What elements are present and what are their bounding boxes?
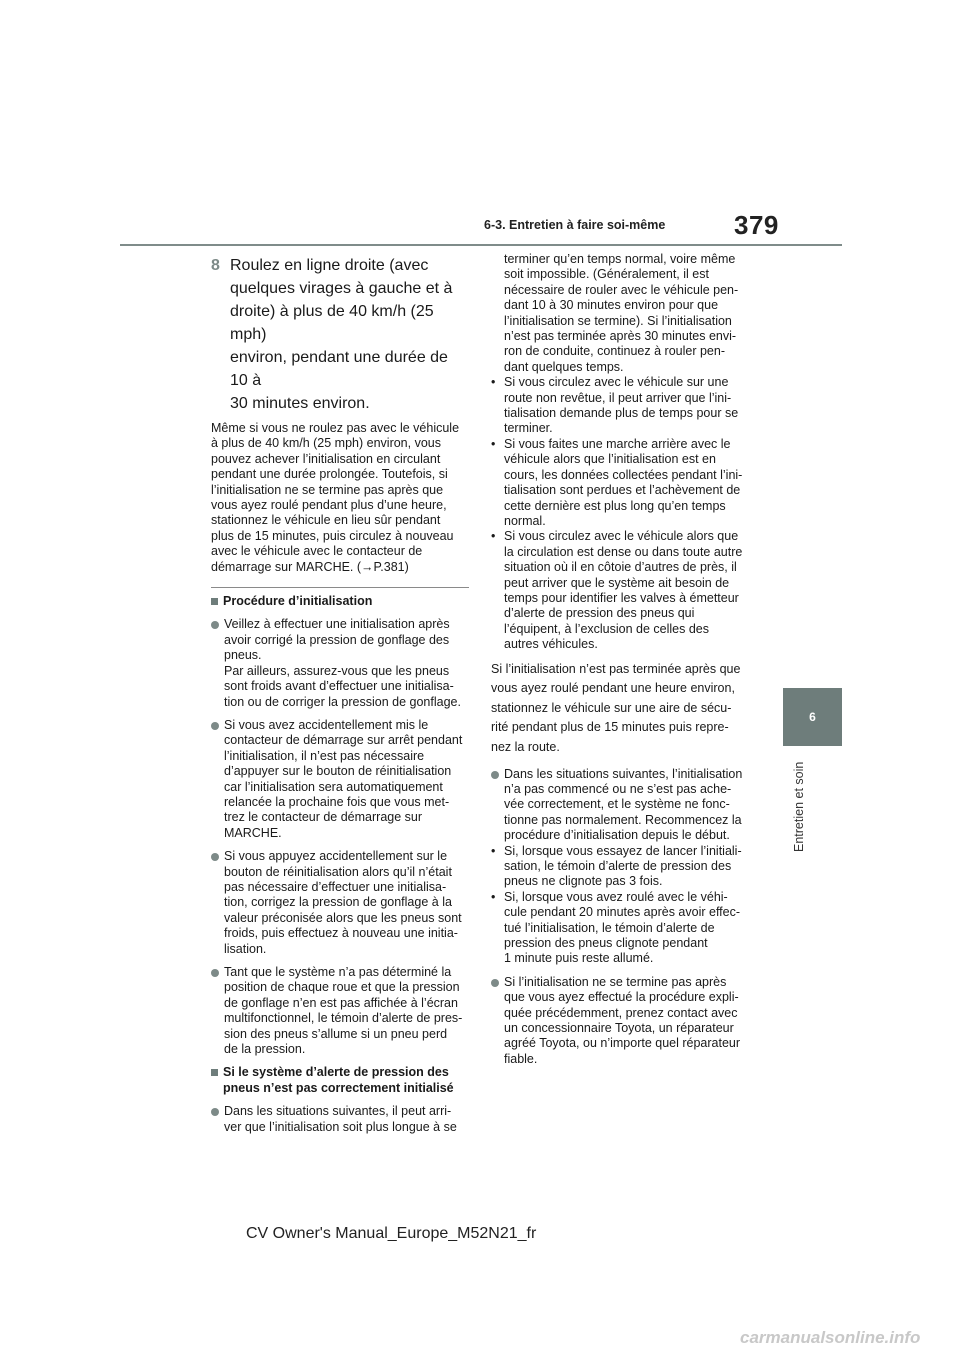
text-line: droite) à plus de 40 km/h (25 mph) [230, 303, 434, 343]
step-8 [211, 254, 469, 415]
bullet-item [211, 718, 469, 841]
text-line: cette dernière est plus long qu’en temps [504, 498, 726, 513]
text-line: l’équipent, à l’exclusion de celles des [504, 621, 709, 636]
text-line: vous ayez roulé pendant plus d’une heure, [211, 498, 447, 513]
chapter-tab[interactable] [783, 688, 842, 746]
text-line: de la pression. [224, 1042, 306, 1057]
text-line: nécessaire de rouler avec le véhicule pen- [504, 282, 739, 297]
sub-bullet-text [504, 437, 753, 529]
dot-marker: • [491, 889, 496, 904]
text-line: lisation. [224, 941, 267, 956]
dot-marker: • [491, 529, 496, 544]
sub-bullet-item [491, 437, 753, 529]
text-line: n’a pas commencé ou ne s’est pas ache- [504, 781, 732, 796]
bullet-item [211, 617, 469, 709]
dot-marker: • [491, 843, 496, 858]
text-line: stationnez le véhicule en lieu sûr pendant [211, 513, 441, 528]
text-line: plus de 15 minutes, puis circulez à nouveau [211, 528, 454, 543]
text-line: avoir corrigé la pression de gonflage des [224, 632, 450, 647]
intro-paragraph [211, 421, 469, 575]
text-line: Si le système d’alerte de pression des [223, 1065, 449, 1080]
text-line: avec le véhicule avec le contacteur de [211, 544, 423, 559]
bullet-text [504, 975, 753, 1067]
section-heading-initialisation [211, 594, 469, 609]
continued-paragraph [491, 252, 753, 375]
circle-bullet-icon [211, 1108, 219, 1116]
text-line: l’initialisation ne se termine pas après que [211, 482, 444, 497]
bullet-text [504, 767, 753, 844]
text-line: Si vous appuyez accidentellement sur le [224, 849, 448, 864]
bullet-item [211, 849, 469, 957]
bullet-item [491, 767, 753, 844]
text-line: un concessionnaire Toyota, un réparateur [504, 1021, 734, 1036]
text-line: pneus. [224, 648, 262, 663]
text-line: à plus de 40 km/h (25 mph) environ, vous [211, 436, 441, 451]
text-line: normal. [504, 513, 546, 528]
sub-bullet-text [504, 375, 753, 437]
header-divider [120, 244, 842, 246]
text-line: contacteur de démarrage sur arrêt pendant [224, 733, 463, 748]
text-line: situation où il en côtoie d’autres de près, il [504, 560, 737, 575]
text-line: cours, les données collectées pendant l’ini- [504, 467, 743, 482]
text-line: 1 minute puis reste allumé. [504, 951, 654, 966]
text-line: pneus ne clignote pas 3 fois. [504, 874, 663, 889]
bullet-item [211, 965, 469, 1057]
text-line: autres véhicules. [504, 637, 598, 652]
text-line: fiable. [504, 1051, 538, 1066]
text-line: tialisation demande plus de temps pour se [504, 406, 739, 421]
circle-bullet-icon [211, 621, 219, 629]
text-line: Même si vous ne roulez pas avec le véhicule [211, 421, 460, 435]
dot-marker: • [491, 436, 496, 451]
text-line: tué l’initialisation, le témoin d’alerte de [504, 920, 715, 935]
text-line: Dans les situations suivantes, il peut arri- [224, 1104, 452, 1119]
sub-bullet-text [504, 529, 753, 652]
text-line: pendant une durée prolongée. Toutefois, si [211, 467, 448, 482]
text-line: vée correctement, et le système ne fonc- [504, 797, 730, 812]
text-line: Si vous faites une marche arrière avec le [504, 436, 731, 451]
heading-text: Procédure d’initialisation [223, 594, 373, 609]
circle-bullet-icon [211, 853, 219, 861]
footer-manual-id: CV Owner's Manual_Europe_M52N21_fr [246, 1225, 537, 1242]
right-column [491, 252, 753, 1075]
bullet-item [211, 1104, 469, 1135]
text-line: vous ayez roulé pendant une heure environ, [491, 681, 735, 696]
text-line: Par ailleurs, assurez-vous que les pneus [224, 663, 450, 678]
dot-marker: • [491, 375, 496, 390]
square-bullet-icon [211, 1069, 218, 1076]
step-number: 8 [211, 257, 220, 274]
text-line: route non revêtue, il peut arriver que l’ini- [504, 390, 732, 405]
text-line: de gonflage n’en est pas affichée à l’écran [224, 995, 458, 1010]
text-line: l’initialisation, il n’est pas nécessaire [224, 748, 425, 763]
text-line: Si, lorsque vous avez roulé avec le véhi- [504, 889, 728, 904]
chapter-number: 6 [809, 710, 816, 724]
text-line: nez la route. [491, 739, 560, 754]
text-line: procédure d’initialisation depuis le début. [504, 828, 730, 843]
text-line: ron de conduite, continuez à rouler pen- [504, 344, 725, 359]
text-line: sont froids avant d’effectuer une initialisa- [224, 679, 454, 694]
section-divider [211, 587, 469, 588]
text-line: agréé Toyota, ou n’importe quel réparateur [504, 1036, 741, 1051]
text-line: pression des pneus clignote pendant [504, 936, 708, 950]
text-line: sion des pneus s’allume si un pneu perd [224, 1026, 448, 1041]
text-line: dant quelques temps. [504, 359, 624, 374]
text-line: pas nécessaire d’effectuer une initialisa- [224, 879, 447, 894]
text-line: froids, puis effectuez à nouveau une initia- [224, 926, 458, 941]
text-line: position de chaque roue et que la pression [224, 980, 460, 995]
text-line: Si, lorsque vous essayez de lancer l’initiali- [504, 843, 742, 858]
text-line: tion, corrigez la pression de gonflage à la [224, 895, 452, 910]
text-line: MARCHE. [224, 825, 282, 840]
left-column [211, 254, 469, 1143]
text-line: que vous ayez effectué la procédure expli- [504, 990, 739, 1005]
text-line: car l’initialisation sera automatiquement [224, 779, 443, 794]
text-line: soit impossible. (Généralement, il est [504, 267, 709, 282]
bullet-text [224, 617, 469, 709]
section-heading-initialisation-failure [211, 1065, 469, 1096]
text-line: rité pendant plus de 15 minutes puis repre- [491, 720, 729, 735]
watermark: carmanualsonline.info [740, 1328, 921, 1347]
text-line: Veillez à effectuer une initialisation après [224, 617, 450, 632]
text-line: quelques virages à gauche et à [230, 280, 453, 297]
text-line: 30 minutes environ. [230, 395, 370, 412]
section-title: 6-3. Entretien à faire soi-même [484, 218, 666, 232]
text-line: pneus n’est pas correctement initialisé [223, 1080, 454, 1095]
text-line: bouton de réinitialisation alors qu’il n’était [224, 864, 452, 879]
bullet-text [224, 1104, 469, 1135]
circle-bullet-icon [211, 722, 219, 730]
text-line: dant 10 à 30 minutes environ pour que [504, 298, 719, 313]
circle-bullet-icon [491, 771, 499, 779]
text-line: n’est pas terminée après 30 minutes envi- [504, 329, 737, 344]
text-line: cule pendant 20 minutes après avoir effec- [504, 905, 741, 920]
text-line: Si vous circulez avec le véhicule sur une [504, 375, 729, 390]
square-bullet-icon [211, 598, 218, 605]
text-line: terminer. [504, 421, 553, 436]
chapter-label-text: Entretien et soin [792, 761, 806, 852]
text-line: valeur préconisée alors que les pneus sont [224, 910, 462, 925]
text-line: Dans les situations suivantes, l’initialisation [504, 766, 743, 781]
sub-bullet-text [504, 890, 753, 967]
text-line: l’initialisation se termine). Si l’initialisation [504, 313, 732, 328]
text-line: sation, le témoin d’alerte de pression des [504, 858, 732, 873]
sub-bullet-text [504, 844, 753, 890]
text-line: tion ou de corriger la pression de gonflage. [224, 694, 461, 709]
text-line: ver que l’initialisation soit plus longue à se [224, 1119, 457, 1134]
sub-bullet-item [491, 375, 753, 437]
text-line: d’appuyer sur le bouton de réinitialisation [224, 764, 452, 779]
text-line: d’alerte de pression des pneus qui [504, 606, 695, 621]
text-line: tialisation sont perdues et l’achèvement de [504, 483, 741, 498]
bullet-text [224, 718, 469, 841]
step-text [230, 254, 469, 415]
text-line: trez le contacteur de démarrage sur [224, 810, 423, 825]
sub-bullet-item [491, 890, 753, 967]
chapter-label [790, 760, 810, 860]
page-reference-link[interactable]: démarrage sur MARCHE. (→P.381) [211, 559, 409, 574]
bullet-text [224, 965, 469, 1057]
page-number: 379 [734, 210, 779, 240]
circle-bullet-icon [211, 969, 219, 977]
text-line: pouvez achever l’initialisation en circulant [211, 451, 441, 466]
text-line: véhicule alors que l’initialisation est en [504, 452, 716, 467]
text-line: Si vous circulez avec le véhicule alors que [504, 529, 739, 544]
bullet-text [224, 849, 469, 957]
text-line: terminer qu’en temps normal, voire même [504, 252, 736, 266]
text-line: environ, pendant une durée de 10 à [230, 349, 448, 389]
sub-bullet-item [491, 529, 753, 652]
plain-paragraph [491, 660, 753, 758]
heading-text [223, 1065, 454, 1096]
text-line: peut arriver que le système ait besoin de [504, 575, 730, 590]
sub-bullet-item [491, 844, 753, 890]
text-line: relancée la prochaine fois que vous met- [224, 794, 450, 809]
text-line: Si l’initialisation ne se termine pas après [504, 974, 727, 989]
text-line: stationnez le véhicule sur une aire de sécu- [491, 700, 732, 715]
text-line: Roulez en ligne droite (avec [230, 257, 429, 274]
circle-bullet-icon [491, 979, 499, 987]
text-line: Tant que le système n’a pas déterminé la [224, 965, 452, 979]
text-line: temps pour identifier les valves à émetteur [504, 590, 739, 605]
text-line: Si vous avez accidentellement mis le [224, 717, 429, 732]
text-line: Si l’initialisation n’est pas terminée après que [491, 661, 741, 676]
text-line: tionne pas normalement. Recommencez la [504, 812, 742, 827]
bullet-item [491, 975, 753, 1067]
text-line: multifonctionnel, le témoin d’alerte de pres- [224, 1011, 463, 1026]
text-line: la circulation est dense ou dans toute autre [504, 544, 743, 559]
text-line: quée précédemment, prenez contact avec [504, 1005, 738, 1020]
